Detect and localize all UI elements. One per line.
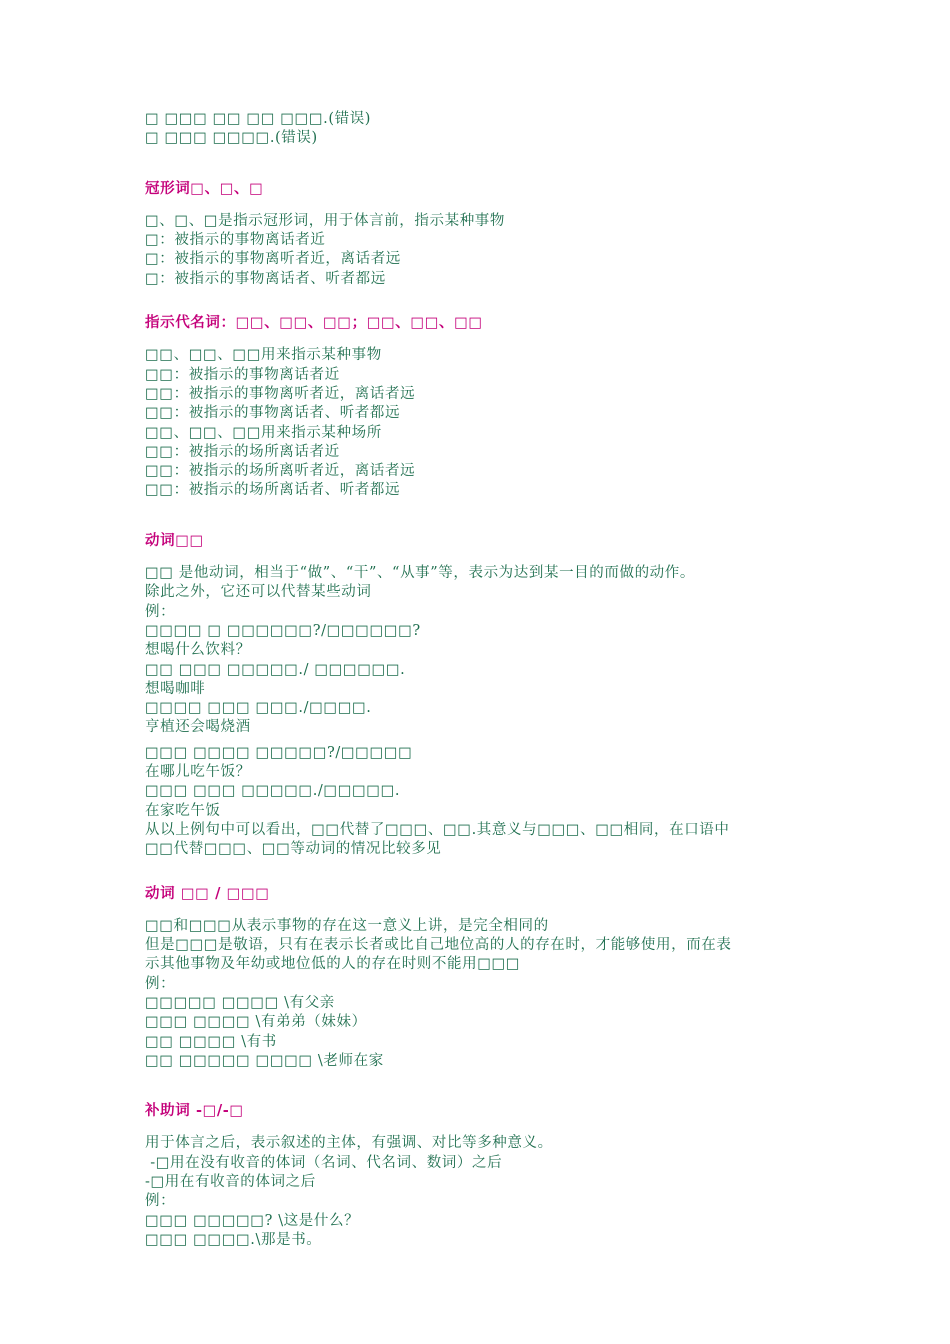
body-line: 除此之外，它还可以代替某些动词	[145, 584, 372, 601]
example-line: □□□□ □ □□□□□□?/□□□□□□?	[145, 622, 421, 639]
body-line: 例：	[145, 975, 176, 992]
body-line: □□：被指示的事物离话者、听者都远	[145, 405, 401, 422]
document-page	[145, 110, 825, 1250]
example-line: □□ □□□ □□□□□./ □□□□□□.	[145, 661, 406, 678]
body-line: -□用在没有收音的体词（名词、代名词、数词）之后	[145, 1154, 503, 1171]
body-line: □：被指示的事物离话者近	[145, 232, 326, 249]
example-line: □□□ □□□□ \有弟弟（妹妹）	[145, 1014, 367, 1031]
body-line: □□、□□、□□用来指示某种事物	[145, 347, 382, 364]
section-heading: 补助词 -□/-□	[145, 1102, 244, 1120]
section-verb-existence	[145, 884, 825, 1072]
section-heading: 指示代名词：□□、□□、□□；□□、□□、□□	[145, 314, 483, 332]
example-line: □□ □□□□ \有书	[145, 1033, 277, 1050]
translation-line: 在哪儿吃午饭？	[145, 764, 251, 781]
body-line: □、□、□是指示冠形词，用于体言前，指示某种事物	[145, 212, 505, 229]
body-line: □□ 是他动词，相当于“做”、“干”、“从事”等，表示为达到某一目的而做的动作。	[145, 565, 695, 582]
body-line: □□：被指示的场所离话者、听者都远	[145, 482, 401, 499]
body-line: □□：被指示的事物离话者近	[145, 366, 340, 383]
section-heading: 动词 □□ / □□□	[145, 884, 270, 902]
translation-line: 在家吃午饭	[145, 802, 221, 819]
example-line: □□□□ □□□ □□□./□□□□.	[145, 700, 372, 717]
body-line: □：被指示的事物离听者近，离话者远	[145, 251, 401, 268]
body-line: 例：	[145, 1193, 176, 1210]
body-line: □□、□□、□□用来指示某种场所	[145, 424, 382, 441]
section-particle	[145, 1101, 825, 1250]
section-heading: 动词□□	[145, 531, 204, 549]
example-line: □□□ □□□□.\那是书。	[145, 1231, 322, 1248]
body-line: 用于体言之后，表示叙述的主体，有强调、对比等多种意义。	[145, 1135, 553, 1152]
section-demonstrative-pronouns	[145, 313, 825, 501]
body-line: 从以上例句中可以看出，□□代替了□□□、□□.其意义与□□□、□□相同，在口语中	[145, 821, 730, 838]
body-line: □□：被指示的场所离话者近	[145, 443, 340, 460]
section-heading: 冠形词□、□、□	[145, 179, 264, 197]
section-verb-hada	[145, 531, 825, 860]
example-line: □□□ □□□□□? \这是什么？	[145, 1212, 360, 1229]
body-line: 示其他事物及年幼或地位低的人的存在时则不能用□□□	[145, 956, 521, 973]
body-line: □□：被指示的事物离听者近，离话者远	[145, 385, 416, 402]
translation-line: 亨植还会喝烧酒	[145, 719, 251, 736]
intro-block	[145, 110, 825, 149]
example-line: □□□□□ □□□□ \有父亲	[145, 994, 335, 1011]
body-line: □：被指示的事物离话者、听者都远	[145, 270, 386, 287]
translation-line: 想喝什么饮料？	[145, 642, 251, 659]
body-line: □□：被指示的场所离听者近，离话者远	[145, 463, 416, 480]
example-line: □□□ □□□ □□□□□./□□□□□.	[145, 783, 401, 800]
body-line: -□用在有收音的体词之后	[145, 1174, 316, 1191]
example-line: □□ □□□□□ □□□□ \老师在家	[145, 1052, 384, 1069]
example-line: □□□ □□□□ □□□□□?/□□□□□	[145, 744, 413, 761]
intro-line: □ □□□ □□ □□ □□□.(错误)	[145, 111, 372, 127]
body-line: 例：	[145, 603, 176, 620]
section-determiners	[145, 179, 825, 289]
body-line: □□代替□□□、□□等动词的情况比较多见	[145, 841, 442, 858]
body-line: □□和□□□从表示事物的存在这一意义上讲，是完全相同的	[145, 917, 549, 934]
translation-line: 想喝咖啡	[145, 680, 206, 697]
intro-line: □ □□□ □□□□.(错误)	[145, 130, 318, 147]
body-line: 但是□□□是敬语，只有在表示长者或比自己地位高的人的存在时，才能够使用，而在表	[145, 937, 732, 954]
